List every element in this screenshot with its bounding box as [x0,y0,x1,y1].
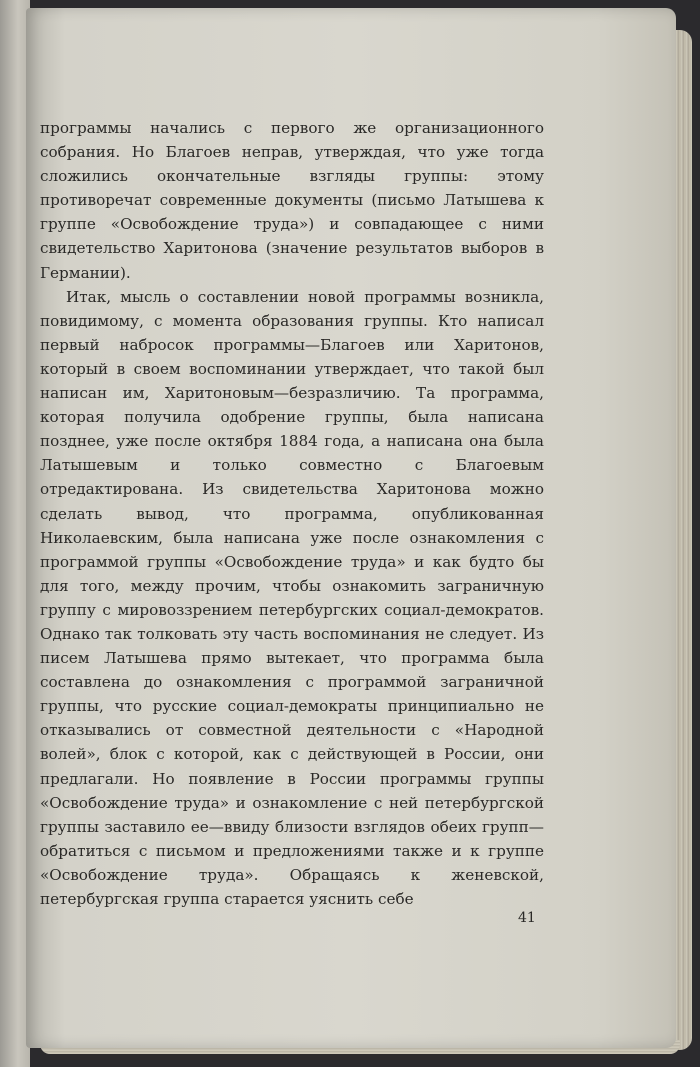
page-number: 41 [518,910,536,926]
page-text [40,116,544,911]
paragraph-continuation: программы начались с первого же организационного собрания. Но Благоев неправ, утверждая, что уже тогда сложились окончательные взгляды группы: этому противоречат современные документы (письмо Латышева к группе «Освобождение труда») и совпадающее с ними свидетельство Харитонова (значение результатов выборов в Германии). [40,119,544,282]
paragraph-main: Итак, мысль о составлении новой программы возникла, повидимому, с момента образования группы. Кто написал первый набросок программы—Благоев или Харитонов, который в своем воспоминании утверждает, что такой был написан им, Харитоновым—безразличию. Та программа, которая получила одобрение группы, была написана позднее, уже после октября 1884 года, а написана она была Латышевым и только совместно с Благоевым отредактирована. Из свидетельства Харитонова можно сделать вывод, что программа, опубликованная Николаевским, была написана уже после ознакомления с программой группы «Освобождение труда» и как будто бы для того, между прочим, чтобы ознакомить заграничную группу с мировоззрением петербургских социал-демократов. Однако так толковать эту часть воспоминания не следует. Из писем Латышева прямо вытекает, что программа была составлена до ознакомления с программой заграничной группы, что русские социал-демократы принципиально не отказывались от совместной деятельности с «Народной волей», блок с которой, как с действующей в России, они предлагали. Но появление в России программы группы «Освобождение труда» и ознакомление с ней петербургской группы заставило ее—ввиду близости взглядов обеих групп—обратиться с письмом и предложениями также и к группе «Освобождение труда». Обращаясь к женевской, петербургская группа старается уяснить себе [40,287,544,908]
